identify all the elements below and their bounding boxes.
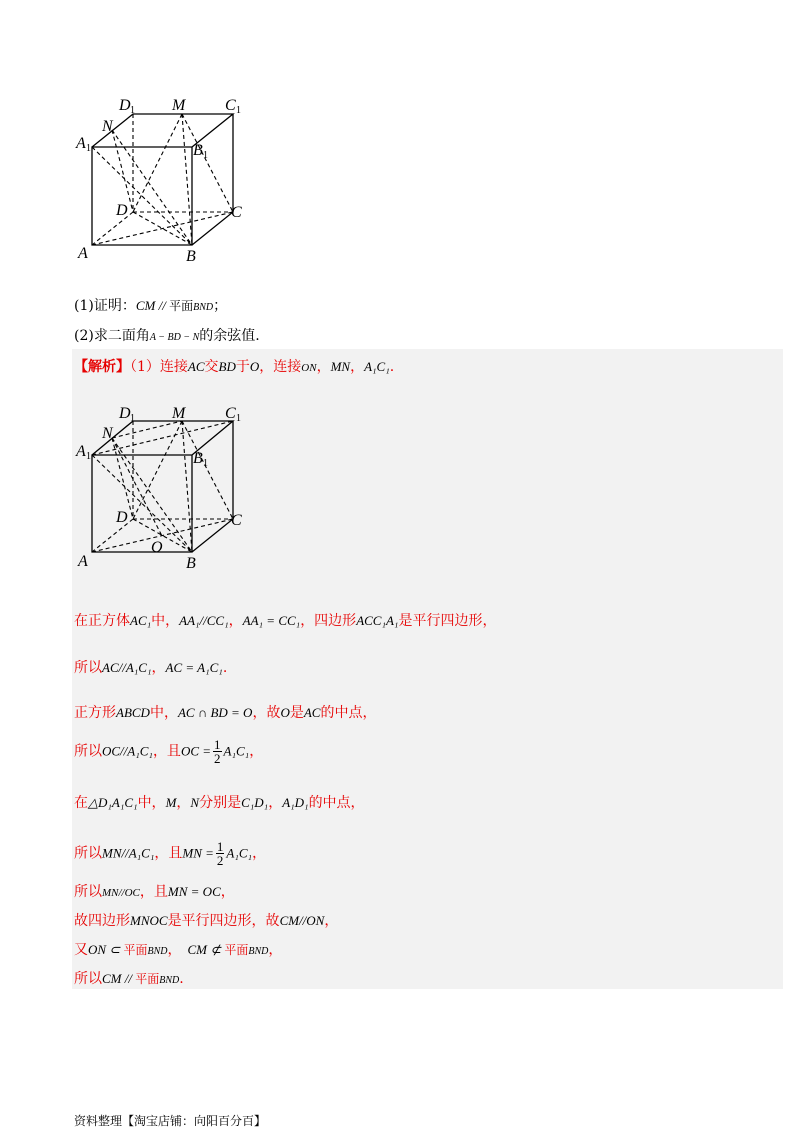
svg-text:C: C — [231, 512, 242, 529]
solution-line-9: 故四边形MNOC是平行四边形，故CM//ON， — [74, 913, 339, 929]
svg-text:M: M — [172, 405, 186, 422]
svg-text:C: C — [225, 405, 236, 422]
svg-text:B: B — [193, 450, 203, 467]
svg-text:A: A — [76, 443, 86, 460]
label-C1: C — [225, 97, 236, 114]
svg-text:A: A — [78, 553, 88, 570]
solution-line-10: 又ON ⊂ 平面BND， CM ⊄ 平面BND， — [74, 942, 283, 958]
label-C: C — [231, 204, 242, 221]
label-D: D — [116, 202, 128, 219]
label-A1: A — [76, 135, 86, 152]
solution-line-11: 所以CM // 平面BND. — [74, 971, 184, 987]
question-2: (2)求二面角A − BD − N的余弦值. — [74, 328, 260, 344]
svg-text:1: 1 — [203, 458, 208, 469]
svg-text:D: D — [116, 509, 128, 526]
svg-text:1: 1 — [203, 150, 208, 161]
svg-text:1: 1 — [86, 451, 91, 462]
label-O: O — [151, 539, 163, 556]
label-N: N — [102, 118, 113, 135]
label-B: B — [186, 248, 196, 265]
svg-text:1: 1 — [236, 413, 241, 424]
solution-line-4: 正方形ABCD中，AC ∩ BD = O，故O是AC的中点， — [74, 705, 377, 721]
analysis-tag: 【解析】 — [74, 359, 130, 375]
solution-line-8: 所以MN//OC，且MN = OC， — [74, 884, 235, 900]
label-D1: D — [119, 97, 131, 114]
label-B1: B — [193, 142, 203, 159]
solution-line-2: 在正方体AC₁中，AA₁//CC₁，AA₁ = CC₁，四边形ACC₁A₁是平行四边形， — [74, 613, 497, 629]
svg-text:B: B — [186, 555, 196, 572]
svg-text:1: 1 — [86, 143, 91, 154]
fraction-half: $\frac{1}{2}$ — [214, 737, 221, 766]
solution-line-5: 所以OC//A₁C₁，且OC = $\frac{1}{2}$ A₁C₁， — [74, 737, 264, 766]
footer-source: 资料整理【淘宝店铺：向阳百分百】 — [74, 1114, 267, 1128]
label-A: A — [78, 245, 88, 262]
construction-lines — [92, 421, 233, 552]
vertex-labels — [75, 405, 242, 572]
svg-text:D: D — [119, 405, 131, 422]
solution-line-7: 所以MN//A₁C₁，且MN = $\frac{1}{2}$ A₁C₁， — [74, 839, 267, 868]
svg-text:N: N — [102, 425, 113, 442]
svg-text:1: 1 — [236, 105, 241, 116]
label-M: M — [172, 97, 186, 114]
question-1: (1)证明：CM // 平面BND； — [74, 298, 228, 314]
solution-line-6: 在△D₁A₁C₁中，M，N分别是C₁D₁，A₁D₁的中点， — [74, 795, 365, 811]
svg-text:1: 1 — [130, 413, 135, 424]
svg-text:1: 1 — [130, 105, 135, 116]
solution-line-1: 【解析】（1）连接AC交BD于O，连接ON，MN，A₁C₁. — [74, 359, 395, 375]
solution-line-3: 所以AC//A₁C₁，AC = A₁C₁. — [74, 660, 228, 676]
